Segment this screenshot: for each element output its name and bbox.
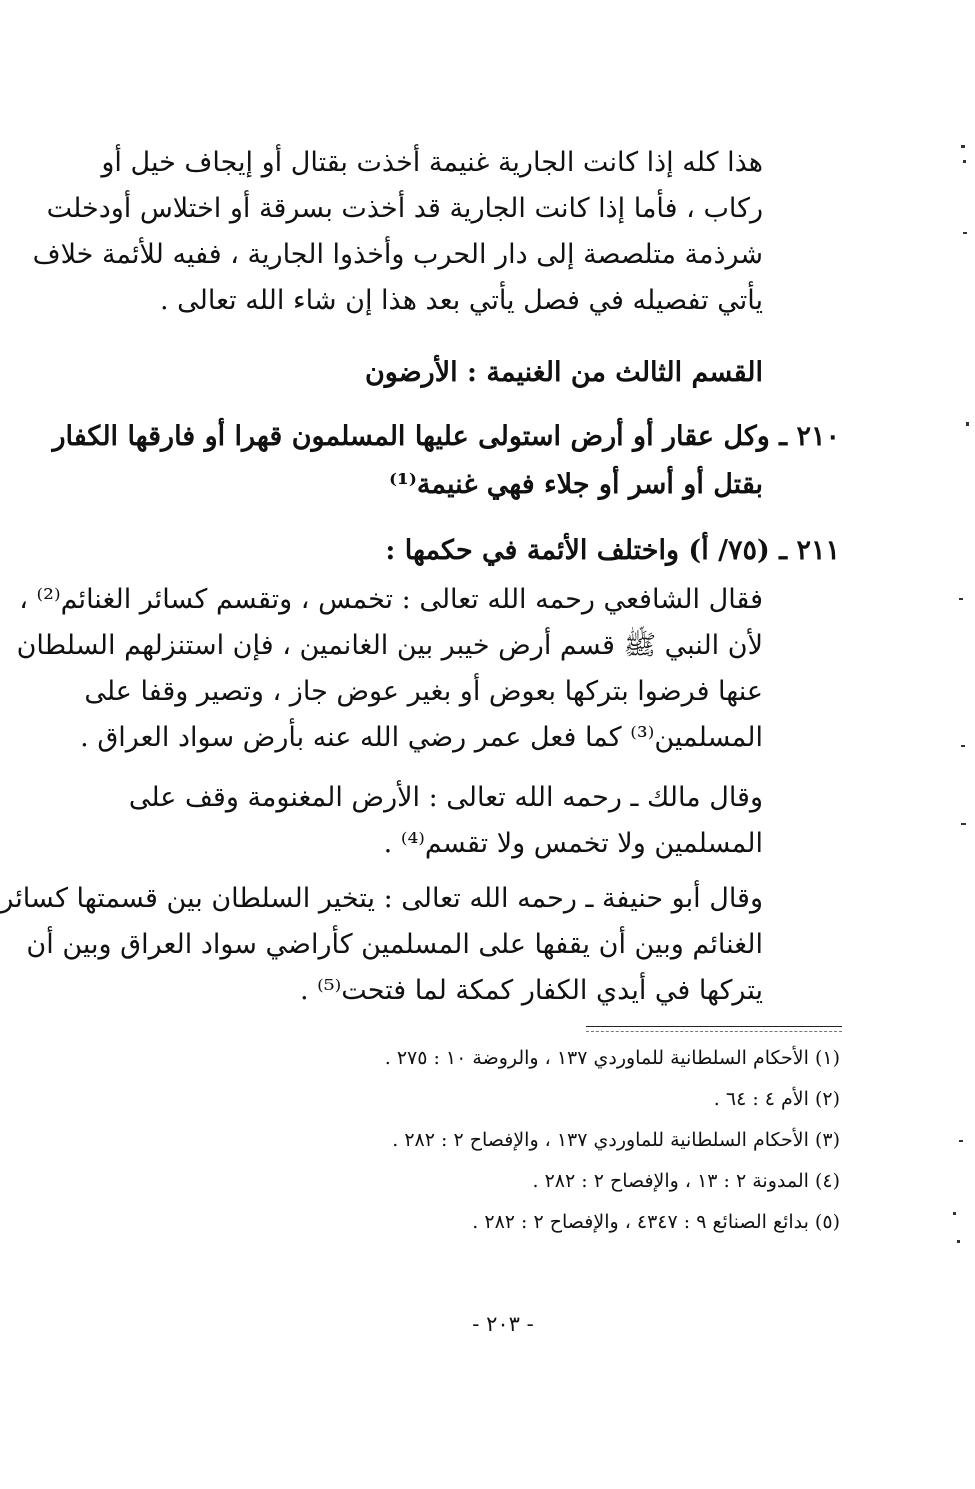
item-text: (٧٥/ أ) واختلف الأئمة في حكمها : xyxy=(385,535,770,566)
paragraph-intro xyxy=(32,140,763,324)
item-number: ٢١٠ ـ xyxy=(779,421,840,452)
text-line: لأن النبي ﷺ قسم أرض خيبر بين الغانمين ، فإن استنزلهم السلطان xyxy=(16,630,763,661)
text-line: وقال مالك ـ رحمه الله تعالى : الأرض المغنومة وقف على xyxy=(128,782,763,813)
footnote: (١) الأحكام السلطانية للماوردي ١٣٧ ، والروضة ١٠ : ٢٧٥ . xyxy=(384,1047,840,1069)
text-line: وقال أبو حنيفة ـ رحمه الله تعالى : يتخير السلطان بين قسمتها كسائر xyxy=(0,883,763,914)
item-211-heading xyxy=(140,528,840,574)
text-line: ركاب ، فأما إذا كانت الجارية قد أخذت بسرقة أو اختلاس أودخلت xyxy=(46,193,763,224)
footnote: (٥) بدائع الصنائع ٩ : ٤٣٤٧ ، والإفصاح ٢ : ٢٨٢ . xyxy=(472,1211,840,1233)
text-line: شرذمة متلصصة إلى دار الحرب وأخذوا الجارية ، ففيه للأئمة خلاف xyxy=(32,239,763,270)
scan-mark xyxy=(957,1240,960,1243)
footnote-separator-dashed xyxy=(586,1031,842,1032)
scan-mark xyxy=(966,422,969,426)
scan-mark xyxy=(959,1140,963,1142)
text-line: عنها فرضوا بتركها بعوض أو بغير عوض جاز ، وتصير وقفا على xyxy=(84,676,763,707)
footnote-separator xyxy=(586,1026,842,1027)
opinion-abu-hanifa xyxy=(0,876,763,1014)
scan-mark xyxy=(963,160,966,163)
scan-mark xyxy=(953,1212,956,1215)
opinion-shafii xyxy=(16,577,763,761)
text-line: المسلمين ولا تخمس ولا تقسم⁽⁴⁾ . xyxy=(383,828,763,859)
scan-mark xyxy=(961,745,965,747)
text-line: فقال الشافعي رحمه الله تعالى : تخمس ، وتقسم كسائر الغنائم⁽²⁾ ، xyxy=(19,584,763,615)
item-210-line-1 xyxy=(52,414,840,460)
opinion-malik xyxy=(128,775,763,867)
item-210 xyxy=(52,414,840,460)
footnote: (٤) المدونة ٢ : ١٣ ، والإفصاح ٢ : ٢٨٢ . xyxy=(532,1170,840,1192)
scan-mark xyxy=(961,823,966,825)
scan-mark xyxy=(959,598,963,600)
footnotes xyxy=(160,1038,840,1243)
page-number: - ٢٠٣ - xyxy=(472,1312,534,1336)
footnote: (٣) الأحكام السلطانية للماوردي ١٣٧ ، والإفصاح ٢ : ٢٨٢ . xyxy=(392,1129,840,1151)
item-number: ٢١١ ـ xyxy=(779,535,840,566)
text-line: المسلمين⁽³⁾ كما فعل عمر رضي الله عنه بأرض سواد العراق . xyxy=(80,722,763,753)
text-line: الغنائم وبين أن يقفها على المسلمين كأراضي سواد العراق وبين أن xyxy=(26,929,763,960)
section-heading-block xyxy=(138,350,763,396)
item-text: بقتل أو أسر أو جلاء فهي غنيمة⁽¹⁾ xyxy=(388,469,763,500)
item-text: وكل عقار أو أرض استولى عليها المسلمون قهرا أو فارقها الكفار xyxy=(52,421,770,452)
scan-mark xyxy=(961,145,965,148)
text-line: يتركها في أيدي الكفار كمكة لما فتحت⁽⁵⁾ . xyxy=(299,975,763,1006)
section-heading: القسم الثالث من الغنيمة : الأرضون xyxy=(364,357,763,388)
text-line: يأتي تفصيله في فصل يأتي بعد هذا إن شاء الله تعالى . xyxy=(160,285,763,316)
item-211 xyxy=(140,528,840,574)
scan-mark xyxy=(963,232,967,234)
footnote: (٢) الأم ٤ : ٦٤ . xyxy=(713,1088,840,1110)
text-line: هذا كله إذا كانت الجارية غنيمة أخذت بقتال أو إيجاف خيل أو xyxy=(101,147,763,178)
item-210-cont xyxy=(138,462,763,508)
